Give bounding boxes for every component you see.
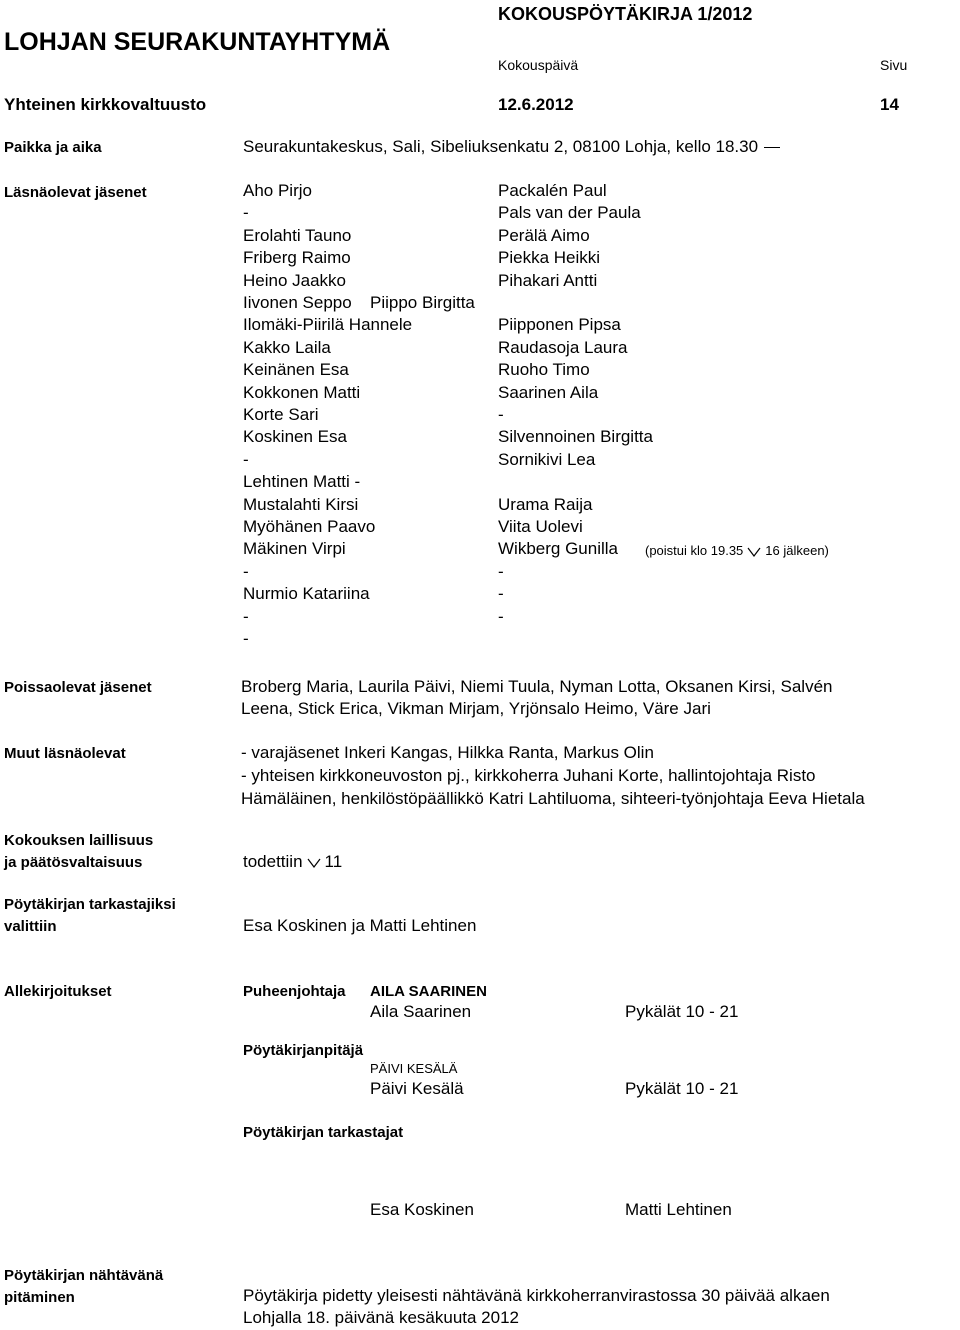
member-name: - xyxy=(498,607,504,626)
quorum-label-1: Kokouksen laillisuus xyxy=(4,832,154,849)
member-name: Perälä Aimo xyxy=(498,226,590,245)
member-name: - xyxy=(243,607,249,626)
member-name: Pals van der Paula xyxy=(498,203,641,222)
meeting-date: 12.6.2012 xyxy=(498,95,574,114)
checkmark-icon xyxy=(747,546,761,558)
meeting-body: Yhteinen kirkkovaltuusto xyxy=(4,95,207,114)
organization-name: LOHJAN SEURAKUNTAYHTYMÄ xyxy=(4,28,391,56)
member-name: Erolahti Tauno xyxy=(243,226,352,245)
member-name: Mustalahti Kirsi xyxy=(243,495,359,514)
quorum-label-2: ja päätösvaltaisuus xyxy=(4,854,143,871)
wikberg-note xyxy=(645,544,829,558)
quorum-text: todettiin xyxy=(243,852,303,871)
member-name: Nurmio Katariina xyxy=(243,584,370,603)
wikberg-note-start: (poistui klo 19.35 xyxy=(645,543,744,558)
signature-checker-1: Esa Koskinen xyxy=(370,1200,474,1219)
member-name: Piekka Heikki xyxy=(498,248,601,267)
member-name: Kakko Laila xyxy=(243,338,331,357)
member-name: - xyxy=(243,629,249,648)
place-label: Paikka ja aika xyxy=(4,139,102,156)
member-name: Heino Jaakko xyxy=(243,271,347,290)
member-name: Aho Pirjo xyxy=(243,181,312,200)
page-label: Sivu xyxy=(880,57,908,73)
display-label-2: pitäminen xyxy=(4,1289,75,1306)
place-text: Seurakuntakeskus, Sali, Sibeliuksenkatu 2, 08100 Lohja, kello 18.30 xyxy=(243,137,759,156)
member-name: Lehtinen Matti - xyxy=(243,472,361,491)
member-name: Wikberg Gunilla xyxy=(498,539,618,558)
secretary-name-caps: PÄIVI KESÄLÄ xyxy=(370,1061,458,1076)
signature-line xyxy=(764,147,780,148)
quorum-value xyxy=(243,853,342,870)
absent-line-2: Leena, Stick Erica, Vikman Mirjam, Yrjönsalo Heimo, Väre Jari xyxy=(241,699,711,718)
member-name: Sornikivi Lea xyxy=(498,450,596,469)
member-name: - xyxy=(498,405,504,424)
document-title: KOKOUSPÖYTÄKIRJA 1/2012 xyxy=(498,4,753,24)
member-name: - xyxy=(243,562,249,581)
member-name: Pihakari Antti xyxy=(498,271,598,290)
others-line-2: - yhteisen kirkkoneuvoston pj., kirkkoherra Juhani Korte, hallintojohtaja Risto xyxy=(241,766,816,785)
page-number: 14 xyxy=(880,95,899,114)
chair-label: Puheenjohtaja xyxy=(243,983,346,1000)
place-value xyxy=(243,138,780,155)
member-name: Koskinen Esa xyxy=(243,427,347,446)
others-line-3: Hämäläinen, henkilöstöpäällikkö Katri Lahtiluoma, sihteeri-työnjohtaja Eeva Hietala xyxy=(241,789,865,808)
secretary-label: Pöytäkirjanpitäjä xyxy=(243,1042,364,1059)
member-name: Saarinen Aila xyxy=(498,383,599,402)
member-name: Piippo Birgitta xyxy=(370,293,475,312)
member-name: Mäkinen Virpi xyxy=(243,539,346,558)
member-name: - xyxy=(498,562,504,581)
member-name: Packalén Paul xyxy=(498,181,607,200)
signatures-label: Allekirjoitukset xyxy=(4,983,112,1000)
others-label: Muut läsnäolevat xyxy=(4,745,126,762)
member-name: Silvennoinen Birgitta xyxy=(498,427,653,446)
secretary-sections: Pykälät 10 - 21 xyxy=(625,1079,739,1098)
others-line-1: - varajäsenet Inkeri Kangas, Hilkka Ranta, Markus Olin xyxy=(241,743,654,762)
checkmark-icon xyxy=(307,857,321,869)
checkers-value: Esa Koskinen ja Matti Lehtinen xyxy=(243,916,477,935)
chair-name: Aila Saarinen xyxy=(370,1002,472,1021)
member-name: Kokkonen Matti xyxy=(243,383,361,402)
display-label-1: Pöytäkirjan nähtävänä xyxy=(4,1267,164,1284)
secretary-name: Päivi Kesälä xyxy=(370,1079,464,1098)
member-name: Korte Sari xyxy=(243,405,319,424)
absent-label: Poissaolevat jäsenet xyxy=(4,679,152,696)
chair-sections: Pykälät 10 - 21 xyxy=(625,1002,739,1021)
chair-name-caps: AILA SAARINEN xyxy=(370,983,487,1000)
member-name: - xyxy=(243,203,249,222)
member-name: Myöhänen Paavo xyxy=(243,517,376,536)
member-name: - xyxy=(498,584,504,603)
wikberg-note-end: 16 jälkeen) xyxy=(765,543,829,558)
member-name: Urama Raija xyxy=(498,495,593,514)
signature-checkers-label: Pöytäkirjan tarkastajat xyxy=(243,1124,404,1141)
member-name: Raudasoja Laura xyxy=(498,338,628,357)
member-name: - xyxy=(243,450,249,469)
member-name: Ilomäki-Piirilä Hannele xyxy=(243,315,413,334)
display-line-2: Lohjalla 18. päivänä kesäkuuta 2012 xyxy=(243,1308,519,1327)
member-name: Viita Uolevi xyxy=(498,517,583,536)
member-name: Friberg Raimo xyxy=(243,248,351,267)
signature-checker-2: Matti Lehtinen xyxy=(625,1200,732,1219)
present-label: Läsnäolevat jäsenet xyxy=(4,184,147,201)
date-label: Kokouspäivä xyxy=(498,57,579,73)
checkers-label-1: Pöytäkirjan tarkastajiksi xyxy=(4,896,176,913)
display-line-1: Pöytäkirja pidetty yleisesti nähtävänä kirkkoherranvirastossa 30 päivää alkaen xyxy=(243,1286,830,1305)
member-name: Keinänen Esa xyxy=(243,360,349,379)
absent-line-1: Broberg Maria, Laurila Päivi, Niemi Tuula, Nyman Lotta, Oksanen Kirsi, Salvén xyxy=(241,677,833,696)
quorum-count: 11 xyxy=(324,852,343,871)
member-name: Iivonen Seppo xyxy=(243,293,352,312)
checkers-label-2: valittiin xyxy=(4,918,57,935)
member-name: Ruoho Timo xyxy=(498,360,590,379)
member-name: Piipponen Pipsa xyxy=(498,315,621,334)
